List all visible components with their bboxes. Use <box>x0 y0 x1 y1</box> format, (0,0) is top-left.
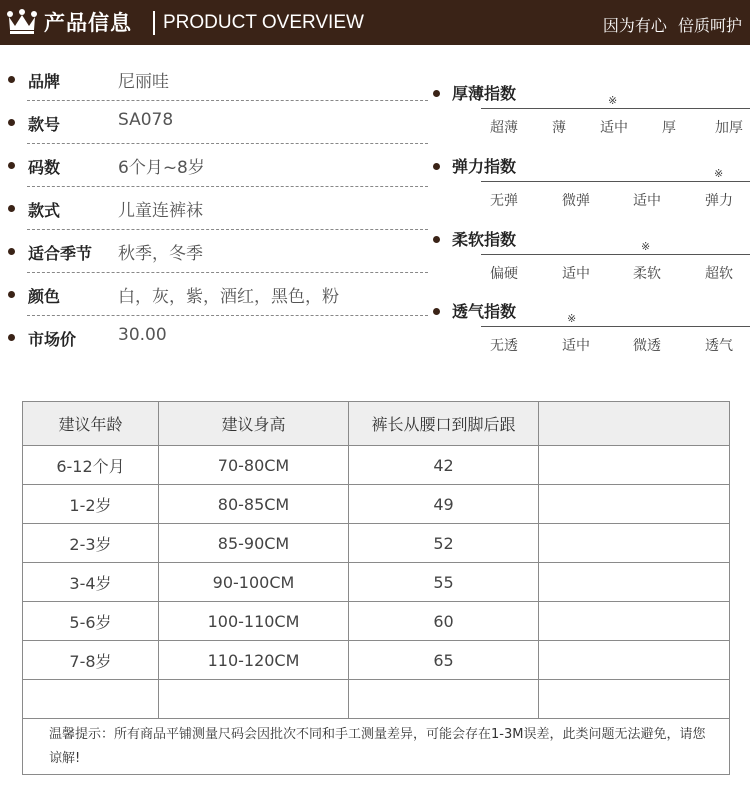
index-marker-icon: ※ <box>714 167 724 180</box>
table-header-cell: 建议年龄 <box>23 402 159 446</box>
header-title-en: PRODUCT OVERVIEW <box>163 12 364 33</box>
index-softness <box>430 224 750 297</box>
table-cell <box>539 524 730 563</box>
index-marker-icon: ※ <box>641 240 651 253</box>
header-divider <box>153 11 155 35</box>
table-cell <box>539 602 730 641</box>
attr-value: 白，灰，紫，酒红，黑色，粉 <box>118 287 339 307</box>
bullet-icon <box>8 205 15 212</box>
index-thickness <box>430 78 750 151</box>
index-option: 加厚 <box>715 120 743 136</box>
index-option: 超薄 <box>490 120 518 136</box>
attr-row-style <box>0 188 428 230</box>
table-cell: 90-100CM <box>159 563 349 602</box>
table-header-row <box>23 402 730 446</box>
index-elasticity <box>430 151 750 224</box>
attr-label: 码数 <box>28 158 61 177</box>
index-option: 透气 <box>705 338 733 354</box>
attr-label: 颜色 <box>28 287 61 306</box>
bullet-icon <box>8 334 15 341</box>
bullet-icon <box>8 291 15 298</box>
attr-value: 30.00 <box>118 325 167 345</box>
bullet-icon <box>8 248 15 255</box>
index-title: 透气指数 <box>452 302 517 321</box>
table-cell: 80-85CM <box>159 485 349 524</box>
attr-value: 6个月~8岁 <box>118 158 205 178</box>
index-line <box>481 108 750 109</box>
attr-label: 适合季节 <box>28 244 93 263</box>
attr-value: SA078 <box>118 110 174 130</box>
table-cell <box>539 446 730 485</box>
table-cell: 100-110CM <box>159 602 349 641</box>
attr-divider <box>27 143 428 144</box>
attr-row-size <box>0 145 428 187</box>
index-option: 厚 <box>662 120 676 136</box>
index-option: 适中 <box>633 193 661 209</box>
table-cell: 85-90CM <box>159 524 349 563</box>
table-cell <box>23 680 159 719</box>
table-header-cell <box>539 402 730 446</box>
attr-label: 款式 <box>28 201 61 220</box>
size-note: 温馨提示：所有商品平铺测量尺码会因批次不同和手工测量差异，可能会存在1-3M误差，此类问题无法避免，请您谅解! <box>23 719 730 775</box>
index-option: 无透 <box>490 338 518 354</box>
index-line <box>481 181 750 182</box>
table-row <box>23 641 730 680</box>
index-option: 微弹 <box>562 193 590 209</box>
bullet-icon <box>433 163 440 170</box>
table-cell <box>539 680 730 719</box>
index-option: 超软 <box>705 266 733 282</box>
attr-row-price <box>0 317 428 359</box>
table-row <box>23 602 730 641</box>
table-cell <box>539 563 730 602</box>
table-cell: 7-8岁 <box>23 641 159 680</box>
table-cell: 52 <box>349 524 539 563</box>
table-cell: 5-6岁 <box>23 602 159 641</box>
attr-label: 市场价 <box>28 330 77 349</box>
bullet-icon <box>433 236 440 243</box>
index-option: 偏硬 <box>490 266 518 282</box>
index-option: 微透 <box>633 338 661 354</box>
index-option: 适中 <box>562 266 590 282</box>
table-cell: 49 <box>349 485 539 524</box>
table-cell: 65 <box>349 641 539 680</box>
table-cell: 3-4岁 <box>23 563 159 602</box>
bullet-icon <box>8 76 15 83</box>
index-option: 弹力 <box>705 193 733 209</box>
index-option: 薄 <box>552 120 566 136</box>
index-breathability <box>430 296 750 369</box>
attr-divider <box>27 272 428 273</box>
index-marker-icon: ※ <box>608 94 618 107</box>
attr-divider <box>27 186 428 187</box>
table-cell: 70-80CM <box>159 446 349 485</box>
table-cell: 110-120CM <box>159 641 349 680</box>
index-option: 柔软 <box>633 266 661 282</box>
table-cell: 6-12个月 <box>23 446 159 485</box>
table-cell <box>349 680 539 719</box>
header-bar <box>0 0 750 45</box>
table-cell: 60 <box>349 602 539 641</box>
table-row <box>23 485 730 524</box>
table-cell: 2-3岁 <box>23 524 159 563</box>
table-cell <box>539 641 730 680</box>
index-option: 无弹 <box>490 193 518 209</box>
index-line <box>481 326 750 327</box>
attr-row-season <box>0 231 428 273</box>
size-table <box>22 401 730 775</box>
attr-value: 秋季，冬季 <box>118 244 203 264</box>
attr-label: 款号 <box>28 115 61 134</box>
table-cell: 55 <box>349 563 539 602</box>
table-cell: 1-2岁 <box>23 485 159 524</box>
index-title: 柔软指数 <box>452 230 517 249</box>
attr-label: 品牌 <box>28 72 61 91</box>
table-header-cell: 建议身高 <box>159 402 349 446</box>
index-title: 厚薄指数 <box>452 84 517 103</box>
crown-icon <box>7 9 37 35</box>
index-option: 适中 <box>562 338 590 354</box>
bullet-icon <box>8 119 15 126</box>
table-row-empty <box>23 680 730 719</box>
table-row <box>23 446 730 485</box>
index-title: 弹力指数 <box>452 157 517 176</box>
table-row <box>23 563 730 602</box>
index-option: 适中 <box>600 120 628 136</box>
table-note-row <box>23 719 730 775</box>
bullet-icon <box>433 308 440 315</box>
attr-value: 儿童连裤袜 <box>118 201 203 221</box>
attr-divider <box>27 315 428 316</box>
attr-divider <box>27 229 428 230</box>
table-header-cell: 裤长从腰口到脚后跟 <box>349 402 539 446</box>
header-slogan: 因为有心 倍质呵护 <box>602 16 742 35</box>
attr-row-color <box>0 274 428 316</box>
attr-row-brand <box>0 59 428 101</box>
index-line <box>481 254 750 255</box>
attr-row-style-no <box>0 102 428 144</box>
attr-divider <box>27 100 428 101</box>
table-cell <box>159 680 349 719</box>
table-cell <box>539 485 730 524</box>
bullet-icon <box>8 162 15 169</box>
attr-value: 尼丽哇 <box>118 72 169 92</box>
header-title-cn: 产品信息 <box>44 10 132 35</box>
bullet-icon <box>433 90 440 97</box>
table-cell: 42 <box>349 446 539 485</box>
index-marker-icon: ※ <box>567 312 577 325</box>
table-row <box>23 524 730 563</box>
